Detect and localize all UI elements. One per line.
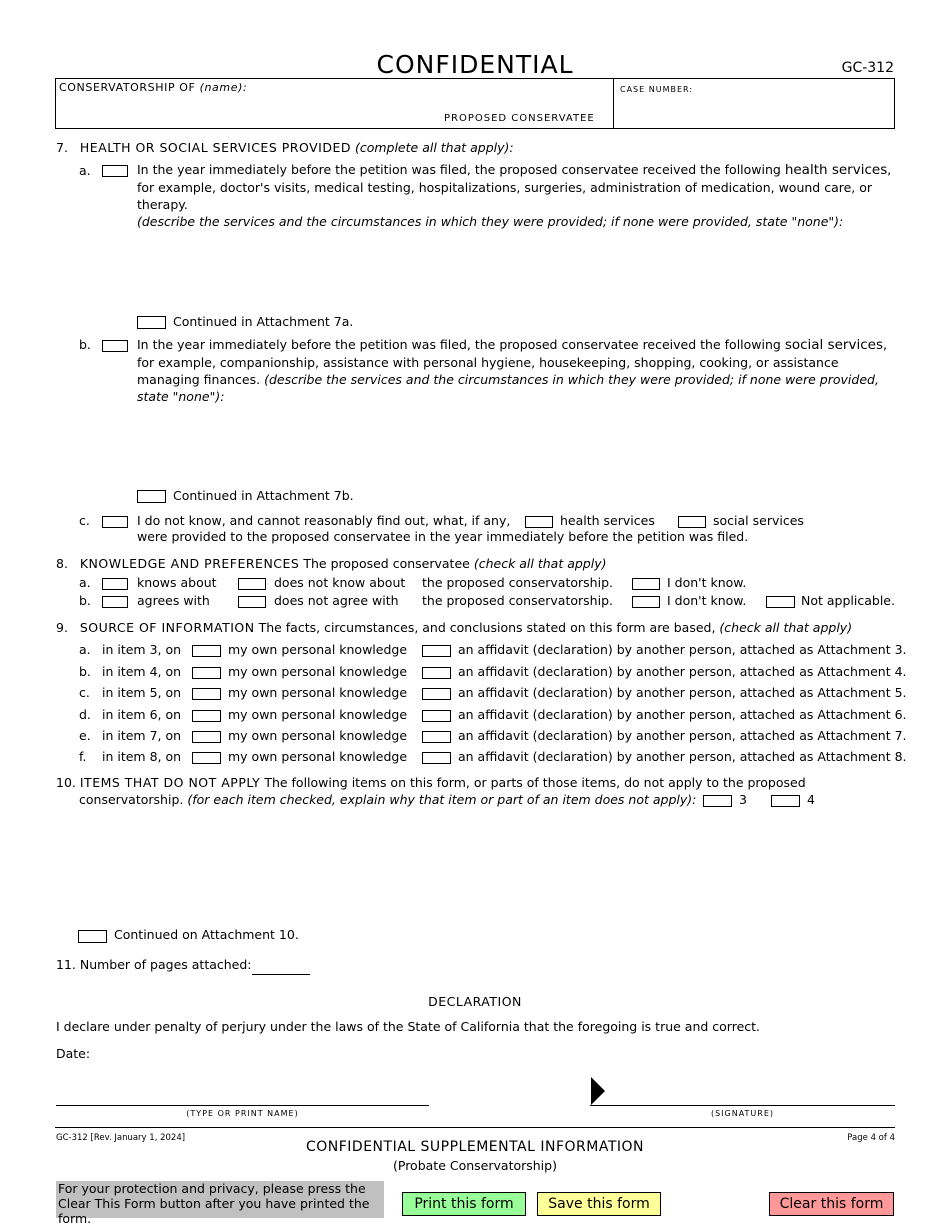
item10-continued-label: Continued on Attachment 10. xyxy=(114,927,299,942)
item7b-text-pre: In the year immediately before the petition was filed, the proposed conservatee received the following xyxy=(137,337,785,352)
item7a-hint: (describe the services and the circumstances in which they were provided; if none were provided, state "none"): xyxy=(137,214,844,229)
item8b-dont-know-label: I don't know. xyxy=(667,593,747,608)
item9-personal-knowledge-label: my own personal knowledge xyxy=(228,749,408,764)
footer-title: CONFIDENTIAL SUPPLEMENTAL INFORMATION xyxy=(305,1139,645,1155)
item9-affidavit-checkbox[interactable] xyxy=(422,688,451,700)
item8-hint: (check all that apply) xyxy=(473,556,607,571)
item9-row-item: in item 5, on xyxy=(102,685,182,700)
item9-personal-knowledge-checkbox[interactable] xyxy=(192,645,221,657)
declaration-title: DECLARATION xyxy=(428,994,522,1009)
item9-row-letter: d. xyxy=(79,707,91,722)
item8b-agrees-checkbox[interactable] xyxy=(102,596,128,608)
item7c-letter: c. xyxy=(79,513,90,528)
item9-personal-knowledge-label: my own personal knowledge xyxy=(228,707,408,722)
item8b-does-not-agree-checkbox[interactable] xyxy=(238,596,266,608)
clear-button[interactable]: Clear this form xyxy=(769,1192,894,1216)
item9-row-letter: c. xyxy=(79,685,90,700)
item9-affidavit-checkbox[interactable] xyxy=(422,667,451,679)
item9-affidavit-label: an affidavit (declaration) by another person, attached as Attachment 6. xyxy=(458,707,907,722)
item7a-key: health services xyxy=(784,162,888,178)
item7-title: HEALTH OR SOCIAL SERVICES PROVIDED xyxy=(79,140,351,155)
item9-affidavit-label: an affidavit (declaration) by another person, attached as Attachment 8. xyxy=(458,749,907,764)
page-title: CONFIDENTIAL xyxy=(376,50,574,79)
item10-item3-label: 3 xyxy=(739,792,747,807)
item7b-key: social services xyxy=(784,337,883,353)
item7b-continued-checkbox[interactable] xyxy=(137,490,166,503)
item7a-description-field[interactable] xyxy=(137,214,894,310)
case-number-field[interactable] xyxy=(618,97,890,125)
item8a-dont-know-label: I don't know. xyxy=(667,575,747,590)
item10-continued-checkbox[interactable] xyxy=(78,930,107,943)
item8b-agrees-label: agrees with xyxy=(137,593,210,608)
item7b-letter: b. xyxy=(79,337,91,352)
item8a-knows-checkbox[interactable] xyxy=(102,578,128,590)
item9-affidavit-label: an affidavit (declaration) by another person, attached as Attachment 7. xyxy=(458,728,907,743)
item7c-health-checkbox[interactable] xyxy=(525,516,553,528)
item9-personal-knowledge-label: my own personal knowledge xyxy=(228,664,408,679)
print-button[interactable]: Print this form xyxy=(402,1192,526,1216)
form-number: GC-312 xyxy=(841,60,894,76)
item9-text: The facts, circumstances, and conclusions stated on this form are based, xyxy=(258,620,716,635)
signature-caption: (SIGNATURE) xyxy=(710,1109,775,1118)
item10-heading xyxy=(56,775,806,790)
item8a-does-not-know-checkbox[interactable] xyxy=(238,578,266,590)
item8a-dont-know-checkbox[interactable] xyxy=(632,578,660,590)
item9-row-letter: a. xyxy=(79,642,91,657)
item9-affidavit-checkbox[interactable] xyxy=(422,645,451,657)
pages-attached-field[interactable] xyxy=(252,958,310,975)
item9-row-item: in item 3, on xyxy=(102,642,182,657)
item9-personal-knowledge-checkbox[interactable] xyxy=(192,731,221,743)
item10-title: ITEMS THAT DO NOT APPLY xyxy=(79,775,261,790)
item8b-dont-know-checkbox[interactable] xyxy=(632,596,660,608)
item9-row-letter: b. xyxy=(79,664,91,679)
item8a-mid-text: the proposed conservatorship. xyxy=(422,575,613,590)
item9-affidavit-checkbox[interactable] xyxy=(422,710,451,722)
item10-number: 10. xyxy=(56,775,76,790)
page-number: Page 4 of 4 xyxy=(847,1133,895,1143)
date-label: Date: xyxy=(56,1046,91,1061)
date-field[interactable] xyxy=(95,1046,295,1062)
item7c-text1: I do not know, and cannot reasonably find out, what, if any, xyxy=(137,513,511,528)
signature-field[interactable] xyxy=(590,1080,895,1106)
item9-personal-knowledge-label: my own personal knowledge xyxy=(228,728,408,743)
item7c-text2: were provided to the proposed conservatee in the year immediately before the petition was filed. xyxy=(137,529,749,544)
item8b-mid-text: the proposed conservatorship. xyxy=(422,593,613,608)
item7c-social-checkbox[interactable] xyxy=(678,516,706,528)
item7c-health-label: health services xyxy=(560,513,655,528)
item7a-checkbox[interactable] xyxy=(102,165,128,177)
item9-number: 9. xyxy=(56,620,68,635)
item7-number: 7. xyxy=(56,140,68,155)
item8-title: KNOWLEDGE AND PREFERENCES xyxy=(79,556,300,571)
item7b-checkbox[interactable] xyxy=(102,340,128,352)
name-field[interactable] xyxy=(56,1080,429,1106)
declaration-text: I declare under penalty of perjury under the laws of the State of California that the foregoing is true and correct. xyxy=(56,1019,761,1034)
item10-hint: (for each item checked, explain why that item or part of an item does not apply): xyxy=(187,792,697,807)
conservatee-name-field[interactable] xyxy=(58,95,608,111)
revision-label: GC-312 [Rev. January 1, 2024] xyxy=(56,1133,186,1143)
item11-label: 11. Number of pages attached: xyxy=(56,957,252,972)
item9-personal-knowledge-label: my own personal knowledge xyxy=(228,685,408,700)
caption-box xyxy=(55,78,895,129)
item9-affidavit-checkbox[interactable] xyxy=(422,752,451,764)
item8b-does-not-agree-label: does not agree with xyxy=(274,593,399,608)
item7b-continued-label: Continued in Attachment 7b. xyxy=(173,488,354,503)
item8b-not-applicable-checkbox[interactable] xyxy=(766,596,795,608)
item7b-description-field[interactable] xyxy=(137,390,894,484)
item7-heading xyxy=(56,140,514,155)
item9-row-item: in item 7, on xyxy=(102,728,182,743)
name-caption: (TYPE OR PRINT NAME) xyxy=(186,1109,299,1118)
footer-divider xyxy=(55,1127,895,1128)
name-hint: (name): xyxy=(199,81,248,94)
item7a-continued-checkbox[interactable] xyxy=(137,316,166,329)
item9-personal-knowledge-label: my own personal knowledge xyxy=(228,642,408,657)
item8a-does-not-know-label: does not know about xyxy=(274,575,406,590)
item8-text: The proposed conservatee xyxy=(303,556,470,571)
item8-number: 8. xyxy=(56,556,68,571)
item8a-knows-label: knows about xyxy=(137,575,217,590)
item7b-hint: (describe the services and the circumstances in which they were provided; if none were provided, state "none"): xyxy=(137,372,879,404)
item9-personal-knowledge-checkbox[interactable] xyxy=(192,667,221,679)
item9-title: SOURCE OF INFORMATION xyxy=(79,620,255,635)
item9-affidavit-label: an affidavit (declaration) by another person, attached as Attachment 5. xyxy=(458,685,907,700)
item8b-not-applicable-label: Not applicable. xyxy=(801,593,895,608)
privacy-notice: For your protection and privacy, please press the Clear This Form button after you have printed the form. xyxy=(56,1181,384,1218)
item9-affidavit-checkbox[interactable] xyxy=(422,731,451,743)
item10-text1: The following items on this form, or parts of those items, do not apply to the proposed xyxy=(264,775,806,790)
item7a-text-post: , for example, doctor's visits, medical testing, hospitalizations, surgeries, administration of medication, wound care, or therapy. xyxy=(137,162,892,212)
item8a-letter: a. xyxy=(79,575,91,590)
item9-heading xyxy=(56,620,852,635)
item9-row-item: in item 6, on xyxy=(102,707,182,722)
item9-row-item: in item 8, on xyxy=(102,749,182,764)
item8b-letter: b. xyxy=(79,593,91,608)
footer-subtitle: (Probate Conservatorship) xyxy=(393,1158,557,1173)
item9-affidavit-label: an affidavit (declaration) by another person, attached as Attachment 3. xyxy=(458,642,907,657)
item9-affidavit-label: an affidavit (declaration) by another person, attached as Attachment 4. xyxy=(458,664,907,679)
proposed-conservatee-label: PROPOSED CONSERVATEE xyxy=(444,113,595,124)
item10-item4-label: 4 xyxy=(807,792,815,807)
item9-personal-knowledge-checkbox[interactable] xyxy=(192,688,221,700)
item9-row-letter: f. xyxy=(79,749,87,764)
item9-row-letter: e. xyxy=(79,728,91,743)
item8-heading xyxy=(56,556,607,571)
item7-hint: (complete all that apply): xyxy=(354,140,514,155)
conservatorship-label: CONSERVATORSHIP OF xyxy=(59,81,196,94)
item7c-social-label: social services xyxy=(713,513,804,528)
item10-item4-checkbox[interactable] xyxy=(771,795,800,807)
item10-text2: conservatorship. xyxy=(79,792,184,807)
item9-personal-knowledge-checkbox[interactable] xyxy=(192,752,221,764)
item9-hint: (check all that apply) xyxy=(719,620,853,635)
item7a-letter: a. xyxy=(79,163,91,178)
item7b-text-post: , for example, companionship, assistance with personal hygiene, housekeeping, shopping, cooking, or assistance managing finances. xyxy=(137,337,887,387)
item10-explanation-field[interactable] xyxy=(79,812,894,922)
save-button[interactable]: Save this form xyxy=(537,1192,661,1216)
item10-item3-checkbox[interactable] xyxy=(703,795,732,807)
item7c-checkbox[interactable] xyxy=(102,516,128,528)
item7a-continued-label: Continued in Attachment 7a. xyxy=(173,314,354,329)
item9-personal-knowledge-checkbox[interactable] xyxy=(192,710,221,722)
item7a-text-pre: In the year immediately before the petition was filed, the proposed conservatee received the following xyxy=(137,162,785,177)
case-number-label: CASE NUMBER: xyxy=(620,85,694,94)
item9-row-item: in item 4, on xyxy=(102,664,182,679)
item10-line2 xyxy=(79,792,696,807)
